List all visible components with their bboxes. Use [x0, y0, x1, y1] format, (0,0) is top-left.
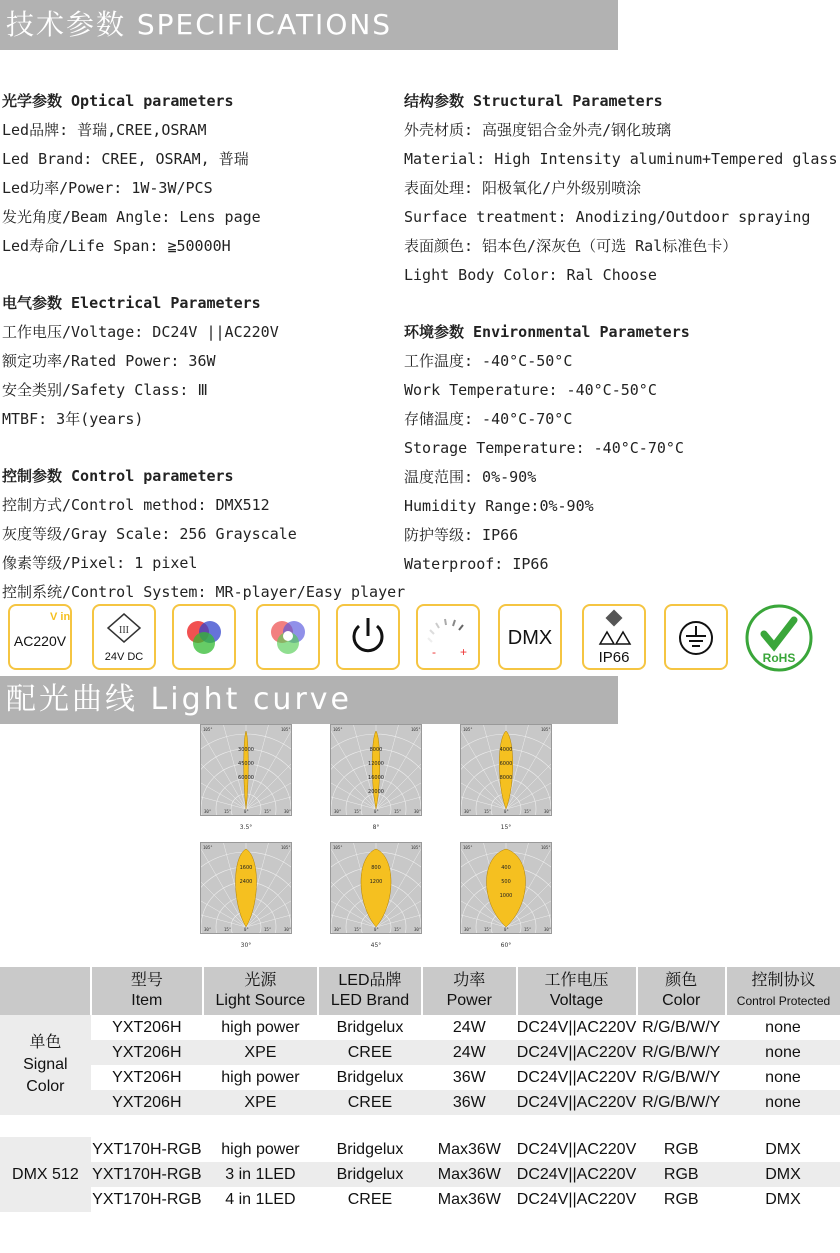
electrical-line: MTBF: 3年(years)	[2, 410, 144, 428]
tick-label: 15°	[524, 927, 532, 932]
beam-angle-label: 30°	[240, 942, 252, 949]
tick-label: 105°	[541, 727, 551, 732]
curve-value-label: 1000	[499, 893, 513, 899]
cell: R/G/B/W/Y	[642, 1018, 721, 1036]
header-en: Item	[131, 992, 163, 1009]
header-cn: 功率	[453, 972, 486, 989]
tick-label: 15°	[354, 809, 362, 814]
environmental-line: 工作温度: -40°C-50°C	[404, 352, 573, 370]
cell: Bridgelux	[336, 1140, 404, 1158]
cell: YXT170H-RGB	[92, 1140, 202, 1158]
cell: XPE	[203, 1040, 318, 1065]
cell: 3 in 1LED	[203, 1162, 318, 1187]
electrical-line: 工作电压/Voltage: DC24V ||AC220V	[2, 323, 279, 341]
beam-shape	[244, 731, 249, 809]
environmental-line: Waterproof: IP66	[404, 555, 549, 573]
tick-label: 15°	[264, 809, 272, 814]
cell: YXT170H-RGB	[92, 1190, 202, 1208]
environmental-line: Storage Temperature: -40°C-70°C	[404, 439, 684, 457]
dmx-label: DMX	[507, 627, 553, 649]
beam-angle-label: 45°	[370, 942, 382, 949]
tick-label: 105°	[333, 727, 343, 732]
header-en: Light Source	[215, 992, 306, 1009]
environmental-heading: 环境参数 Environmental Parameters	[404, 323, 690, 341]
control-line: 像素等级/Pixel: 1 pixel	[2, 554, 198, 572]
cell: Bridgelux	[336, 1018, 404, 1036]
header-power	[422, 967, 516, 1015]
control-line: 灰度等级/Gray Scale: 256 Grayscale	[2, 525, 297, 543]
tick-label: 105°	[203, 727, 213, 732]
header-cn: 控制协议	[751, 972, 816, 989]
curve-value-label: 16000	[368, 775, 384, 781]
cell: DC24V||AC220V	[516, 1068, 637, 1086]
control-line: 控制方式/Control method: DMX512	[2, 496, 270, 514]
beam-angle-label: 8°	[372, 824, 380, 831]
cell: DC24V||AC220V	[516, 1190, 637, 1208]
beam-angle-label: 15°	[500, 824, 512, 831]
tick-label: 0°	[374, 927, 379, 932]
specifications-banner: 技术参数 SPECIFICATIONS	[0, 0, 618, 50]
tick-label: 30°	[334, 809, 342, 814]
ground-icon	[664, 604, 728, 670]
structural-line: Material: High Intensity aluminum+Tempered glass	[404, 150, 838, 168]
beam-shape	[487, 849, 526, 927]
tick-label: 30°	[334, 927, 342, 932]
plus-label: +	[460, 645, 468, 659]
group-label: 单色	[29, 1034, 62, 1051]
tick-label: 15°	[394, 927, 402, 932]
tick-label: 30°	[414, 927, 421, 932]
tick-label: 15°	[394, 809, 402, 814]
group-label: Color	[26, 1078, 65, 1095]
header-cn: 颜色	[665, 972, 698, 989]
environmental-line: 防护等级: IP66	[404, 526, 519, 544]
beam-shape	[499, 731, 513, 809]
product-table	[0, 967, 840, 1212]
optical-line: Led寿命/Life Span: ≧50000H	[2, 237, 231, 255]
header-voltage	[517, 967, 637, 1015]
curve-value-label: 8000	[369, 747, 383, 753]
cell: 24W	[422, 1040, 516, 1065]
structural-heading: 结构参数 Structural Parameters	[404, 92, 663, 110]
ip-label: IP66	[598, 649, 630, 666]
tick-label: 0°	[244, 927, 249, 932]
minus-label: -	[432, 645, 436, 659]
cell: R/G/B/W/Y	[637, 1090, 726, 1115]
tick-label: 105°	[463, 845, 473, 850]
curve-value-label: 400	[501, 865, 511, 871]
optical-line: Led品牌: 普瑞,CREE,OSRAM	[2, 121, 207, 139]
tick-label: 105°	[411, 845, 421, 850]
rgbw-icon	[256, 604, 320, 670]
curve-value-label: 2400	[239, 879, 253, 885]
light-curve-plot	[330, 724, 422, 816]
structural-line: 表面颜色: 铝本色/深灰色（可选 Ral标准色卡）	[404, 237, 738, 255]
tick-label: 30°	[414, 809, 421, 814]
cell: CREE	[318, 1090, 422, 1115]
cell: none	[726, 1040, 840, 1065]
structural-line: 外壳材质: 高强度铝合金外壳/钢化玻璃	[404, 121, 672, 139]
curve-value-label: 60000	[238, 775, 254, 781]
vin-label: V in	[50, 611, 70, 623]
cell: DC24V||AC220V	[517, 1162, 637, 1187]
tick-label: 0°	[374, 809, 379, 814]
tick-label: 15°	[264, 927, 272, 932]
cell: XPE	[203, 1090, 318, 1115]
cell: none	[765, 1018, 801, 1036]
light-curve-plot	[200, 842, 292, 934]
cell: 4 in 1LED	[225, 1190, 296, 1208]
header-en: Power	[446, 992, 492, 1009]
header-en: Control Protected	[736, 994, 831, 1008]
optical-line: Led Brand: CREE, OSRAM, 普瑞	[2, 150, 249, 168]
light-curve-plot	[200, 724, 292, 816]
cell: high power	[221, 1140, 300, 1158]
cell: 36W	[452, 1068, 486, 1086]
header-light-source	[203, 967, 318, 1015]
light-curve-plot	[460, 842, 552, 934]
tick-label: 105°	[281, 727, 291, 732]
structural-line: 表面处理: 阳极氧化/户外级别喷涂	[404, 179, 642, 197]
environmental-line: Humidity Range:0%-90%	[404, 497, 594, 515]
curve-value-label: 4000	[499, 747, 513, 753]
cell: CREE	[318, 1040, 422, 1065]
beam-shape	[361, 849, 391, 927]
right-column	[404, 87, 837, 579]
light-curve-banner: 配光曲线 Light curve	[0, 676, 618, 724]
header-cn: 型号	[130, 972, 163, 989]
cell: YXT206H	[112, 1068, 182, 1086]
tick-label: 105°	[541, 845, 551, 850]
header-cn: 光源	[244, 972, 277, 989]
cell: YXT206H	[112, 1018, 182, 1036]
cell: Max36W	[437, 1140, 501, 1158]
curve-value-label: 1600	[239, 865, 253, 871]
curve-value-label: 500	[501, 879, 511, 885]
group-label: Signal	[23, 1056, 68, 1073]
cell: 24W	[452, 1018, 486, 1036]
cell: high power	[221, 1018, 300, 1036]
header-led-brand	[318, 967, 422, 1015]
header-en: Color	[662, 992, 701, 1009]
ac220v-icon	[8, 604, 72, 670]
cell: RGB	[663, 1190, 699, 1208]
cell: Bridgelux	[336, 1068, 404, 1086]
tick-label: 105°	[463, 727, 473, 732]
power-icon	[336, 604, 400, 670]
dmx-icon	[498, 604, 562, 670]
tick-label: 105°	[411, 727, 421, 732]
tick-label: 30°	[284, 809, 291, 814]
rohs-label: RoHS	[762, 651, 796, 665]
cell: Bridgelux	[318, 1162, 422, 1187]
cell: Max36W	[422, 1162, 516, 1187]
tick-label: 105°	[281, 845, 291, 850]
tick-label: 30°	[204, 927, 212, 932]
tick-label: 0°	[244, 809, 249, 814]
curve-value-label: 20000	[368, 789, 384, 795]
curve-value-label: 12000	[368, 761, 384, 767]
ac-label: AC220V	[13, 633, 67, 649]
control-line: 控制系统/Control System: MR-player/Easy player	[2, 583, 406, 601]
ip66-icon	[582, 604, 646, 670]
beam-shape	[236, 849, 257, 927]
cell: YXT170H-RGB	[91, 1162, 203, 1187]
electrical-heading: 电气参数 Electrical Parameters	[2, 294, 261, 312]
group-signal-color	[0, 1015, 91, 1115]
24v-dc-icon	[92, 604, 156, 670]
feature-icons-row	[0, 604, 840, 674]
cell: CREE	[347, 1190, 393, 1208]
tick-label: 15°	[224, 927, 232, 932]
electrical-line: 安全类别/Safety Class: Ⅲ	[2, 381, 208, 399]
tick-label: 15°	[524, 809, 532, 814]
curve-value-label: 800	[371, 865, 381, 871]
tick-label: 15°	[484, 927, 492, 932]
cell: DMX	[726, 1162, 840, 1187]
cell: DC24V||AC220V	[517, 1090, 637, 1115]
tick-label: 30°	[464, 927, 472, 932]
light-curves	[200, 724, 560, 960]
header-en: LED Brand	[330, 992, 410, 1009]
structural-line: Light Body Color: Ral Choose	[404, 266, 657, 284]
dc-label: 24V DC	[104, 651, 144, 663]
environmental-line: 存储温度: -40°C-70°C	[404, 410, 573, 428]
curve-value-label: 8000	[499, 775, 513, 781]
optical-line: 发光角度/Beam Angle: Lens page	[2, 208, 261, 226]
cell: none	[726, 1090, 840, 1115]
tick-label: 30°	[464, 809, 472, 814]
structural-line: Surface treatment: Anodizing/Outdoor spraying	[404, 208, 811, 226]
tick-label: 15°	[354, 927, 362, 932]
header-cn: 工作电压	[544, 972, 609, 989]
group-dmx512: DMX 512	[0, 1137, 91, 1212]
control-heading: 控制参数 Control parameters	[2, 467, 234, 485]
tick-label: 0°	[504, 927, 509, 932]
dimming-icon	[416, 604, 480, 670]
rgb-icon	[172, 604, 236, 670]
cell: 36W	[422, 1090, 516, 1115]
cell: high power	[221, 1068, 300, 1086]
rohs-icon	[744, 604, 814, 672]
class3-label: III	[119, 625, 129, 636]
environmental-line: Work Temperature: -40°C-50°C	[404, 381, 657, 399]
tick-label: 30°	[544, 927, 551, 932]
environmental-line: 温度范围: 0%-90%	[404, 468, 537, 486]
beam-angle-label: 60°	[500, 942, 512, 949]
cell: none	[765, 1068, 801, 1086]
cell: DC24V||AC220V	[517, 1040, 637, 1065]
tick-label: 15°	[224, 809, 232, 814]
cell: RGB	[663, 1140, 699, 1158]
header-cn: LED品牌	[338, 972, 402, 989]
table-spacer	[0, 1115, 840, 1137]
cell: DMX	[765, 1190, 801, 1208]
cell: R/G/B/W/Y	[637, 1040, 726, 1065]
beam-angle-label: 3.5°	[239, 824, 253, 831]
electrical-line: 额定功率/Rated Power: 36W	[2, 352, 216, 370]
cell: R/G/B/W/Y	[642, 1068, 721, 1086]
light-curve-plot	[330, 842, 422, 934]
cell: DC24V||AC220V	[516, 1018, 637, 1036]
curve-value-label: 30000	[238, 747, 254, 753]
cell: YXT206H	[91, 1090, 203, 1115]
cell: DC24V||AC220V	[516, 1140, 637, 1158]
header-color	[637, 967, 726, 1015]
tick-label: 0°	[504, 809, 509, 814]
header-item	[91, 967, 203, 1015]
beam-shape	[372, 731, 380, 809]
cell: YXT206H	[91, 1040, 203, 1065]
table-corner	[0, 967, 91, 1015]
tick-label: 30°	[284, 927, 291, 932]
tick-label: 30°	[204, 809, 212, 814]
curve-value-label: 1200	[369, 879, 383, 885]
cell: DMX	[765, 1140, 801, 1158]
tick-label: 15°	[484, 809, 492, 814]
header-en: Voltage	[549, 992, 604, 1009]
light-curve-plot	[460, 724, 552, 816]
cell: RGB	[637, 1162, 726, 1187]
tick-label: 105°	[203, 845, 213, 850]
optical-heading: 光学参数 Optical parameters	[2, 92, 234, 110]
tick-label: 30°	[544, 809, 551, 814]
curve-value-label: 45000	[238, 761, 254, 767]
curve-value-label: 6000	[499, 761, 513, 767]
cell: Max36W	[437, 1190, 501, 1208]
tick-label: 105°	[333, 845, 343, 850]
optical-line: Led功率/Power: 1W-3W/PCS	[2, 179, 213, 197]
header-control	[726, 967, 840, 1015]
left-column	[2, 87, 405, 607]
